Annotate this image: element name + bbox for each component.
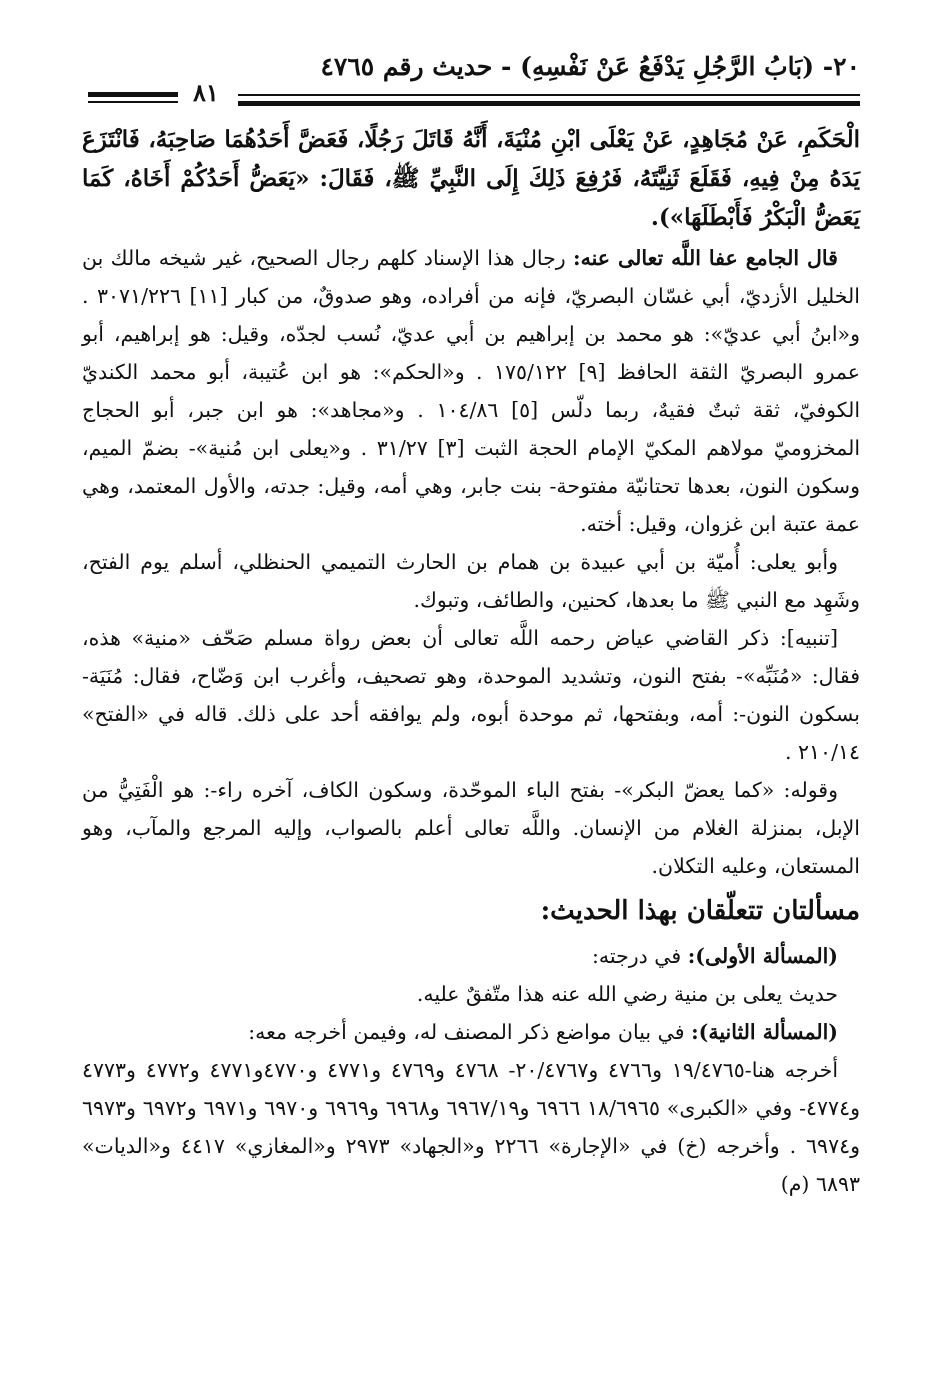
header-rule	[238, 101, 860, 106]
question-one	[82, 937, 860, 975]
page-content	[82, 120, 860, 1203]
question-text: في بيان مواضع ذكر المصنف له، وفيمن أخرجه معه:	[248, 1020, 685, 1044]
commentary-text: رجال هذا الإسناد كلهم رجال الصحيح، غير شيخه مالك بن الخليل الأزديّ، أبي غسّان البصريّ، فإنه من أفراده، وهو صدوقٌ، من كبار [١١] ٣٠٧١/٢٢٦ . و«ابنُ أبي عديّ»: هو محمد بن إبراهيم بن أبي عديّ، نُسب لجدّه، وقيل: هو إبراهيم، أبو عمرو البصريّ الثقة الحافظ [٩] ١٧٥/١٢٢ . و«الحكم»: هو ابن عُتيبة، أبو محمد الكنديّ الكوفيّ، ثقة ثبتٌ فقيهٌ، ربما دلّس [٥] ١٠٤/٨٦ . و«مجاهد»: هو ابن جبر، أبو الحجاج المخزوميّ مولاهم المكيّ الإمام الحجة الثبت [٣] ٣١/٢٧ . و«يعلى ابن مُنية»- بضمّ الميم، وسكون النون، بعدها تحتانيّة مفتوحة- بنت جابر، وهي أمه، وقيل: جدته، والأول المعتمد، وهي عمة عتبة ابن غزوان، وقيل: أخته.	[82, 246, 861, 536]
page-number: ٨١	[193, 78, 219, 107]
question-label: (المسألة الأولى):	[687, 944, 838, 968]
commentary-paragraph: وقوله: «كما يعضّ البكر»- بفتح الباء الموحّدة، وسكون الكاف، آخره راء-: هو الْفَتِيُّ من الإبل، بمنزلة الغلام من الإنسان. واللَّه تعالى أعلم بالصواب، وإليه المرجع والمآب، وهو المستعان، وعليه التكلان.	[82, 778, 860, 878]
commentary-paragraph: وأبو يعلى: أُميّة بن أبي عبيدة بن همام بن الحارث التميمي الحنظلي، أسلم يوم الفتح، وشَهِد مع النبي ﷺ ما بعدها، كحنين، والطائف، وتبوك.	[82, 550, 860, 612]
question-text: في درجته:	[591, 944, 682, 968]
section-heading: مسألتان تتعلّقان بهذا الحديث:	[540, 896, 860, 926]
header-rule	[88, 101, 178, 103]
commentary-paragraph	[82, 239, 860, 543]
question-one-body: حديث يعلى بن منية رضي الله عنه هذا متّفقٌ عليه.	[416, 982, 838, 1006]
page-header	[88, 52, 860, 112]
question-label: (المسألة الثانية):	[691, 1020, 838, 1044]
commentary-paragraph: [تنبيه]: ذكر القاضي عياض رحمه اللَّه تعالى أن بعض رواة مسلم صَحّف «منية» هذه، فقال: «مُنَبِّه»- بفتح النون، وتشديد الموحدة، وهو تصحيف، وأغرب ابن وَضّاح، فقال: مُنَيَة- بسكون النون-: أمه، وبفتحها، ثم موحدة أبوه، ولم يوافقه أحد على ذلك. قاله في «الفتح» ٢١٠/١٤ .	[82, 626, 860, 764]
chapter-title: ٢٠- (بَابُ الرَّجُلِ يَدْفَعُ عَنْ نَفْسِهِ) - حديث رقم ٤٧٦٥	[320, 52, 860, 81]
header-rule	[238, 94, 860, 96]
question-two-body: أخرجه هنا-١٩/٤٧٦٥ و٤٧٦٦ و٢٠/٤٧٦٧- ٤٧٦٨ و٤٧٦٩ و٤٧٧١ و٤٧٧٠و٤٧٧١ و٤٧٧٢ و٤٧٧٣ و٤٧٧٤- وفي «الكبرى» ١٨/٦٩٦٥ ٦٩٦٦ و٦٩٦٧/١٩ و٦٩٦٨ و٦٩٦٩ و٦٩٧٠ و٦٩٧١ و٦٩٧٢ و٦٩٧٣ و٦٩٧٤ . وأخرجه (خ) في «الإجارة» ٢٢٦٦ و«الجهاد» ٢٩٧٣ و«المغازي» ٤٤١٧ و«الديات» ٦٨٩٣ (م)	[82, 1058, 860, 1196]
hadith-text: الْحَكَمِ، عَنْ مُجَاهِدٍ، عَنْ يَعْلَى ابْنِ مُنْيَةَ، أَنَّهُ قَاتَلَ رَجُلًا، فَعَضَّ أَحَدُهُمَا صَاحِبَهُ، فَانْتَزَعَ يَدَهُ مِنْ فِيهِ، فَقَلَعَ ثَنِيَّتَهُ، فَرُفِعَ ذَلِكَ إِلَى النَّبِيِّ ﷺ، فَقَالَ: «يَعَضُّ أَحَدُكُمْ أَخَاهُ، كَمَا يَعَضُّ الْبَكْرُ فَأَبْطَلَهَا»).	[82, 126, 860, 231]
question-two	[82, 1013, 860, 1051]
header-rule	[88, 92, 178, 97]
commentary-lead: قال الجامع عفا اللَّه تعالى عنه:	[573, 246, 838, 270]
